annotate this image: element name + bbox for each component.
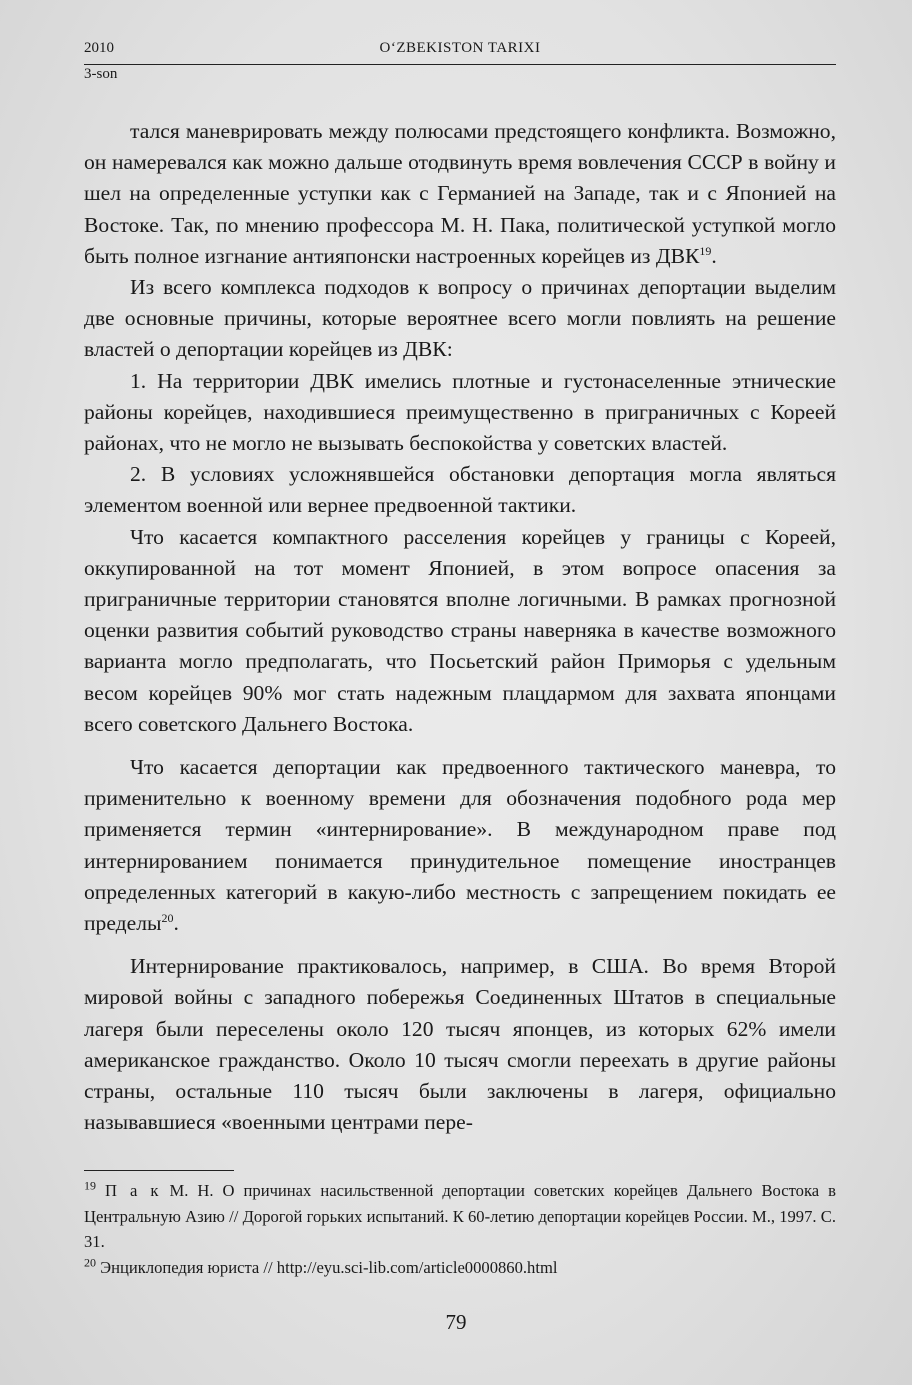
issue-number: 3-son	[84, 66, 118, 82]
journal-title: O‘ZBEKISTON TARIXI	[379, 40, 541, 56]
footnote-author: П а к	[105, 1181, 161, 1200]
paragraph-2: Из всего комплекса подходов к вопросу о причинах депортации выделим две основные причины, которые вероятнее всего могли повлиять на решение властей о депортации корейцев из ДВК:	[84, 275, 836, 362]
list-item-2: 2. В условиях усложнявшейся обстановки депортация могла являться элементом военной или вернее предвоенной тактики.	[84, 462, 836, 518]
footnote-19: $^{19}$ П а к М. Н. О причинах насильственной депортации советских корейцев Дальнего Востока в Центральную Азию // Дорогой горьких испытаний. К 60-летию депортации корейцев России. М., 1997. С. 31.	[84, 1178, 836, 1251]
paragraph-1: тался маневрировать между полюсами предстоящего конфликта. Возможно, он намеревался как можно дальше отодвинуть время вовлечения СССР в войну и шел на определенные уступки как с Германией на Западе, так и с Японией на Востоке. Так, по мнению профессора М. Н. Пака, политической уступкой могло быть полное изгнание антияпонски настроенных корейцев из ДВК$^{19}$.	[84, 119, 836, 268]
footnotes	[84, 1178, 836, 1280]
header-year: 2010	[84, 40, 114, 56]
paragraph-4: Что касается депортации как предвоенного тактического маневра, то применительно к военному времени для обозначения подобного рода мер применяется термин «интернирование». В международном праве под интернированием понимается принудительное помещение иностранцев определенных категорий в какую-либо местность с запрещением покидать ее пределы$^{20}$.	[84, 755, 836, 936]
footnote-ref-20: 20	[161, 910, 174, 925]
footnote-divider	[84, 1170, 234, 1171]
page-number: 79	[445, 1310, 467, 1334]
paragraph-3: Что касается компактного расселения корейцев у границы с Кореей, оккупированной на тот момент Японией, в этом вопросе опасения за приграничные территории становятся вполне логичными. В рамках прогнозной оценки развития событий руководство страны наверняка в качестве возможного варианта могло предполагать, что Посьетский район Приморья с удельным весом корейцев 90% мог стать надежным плацдармом для захвата японцами всего советского Дальнего Востока.	[84, 524, 836, 736]
paragraph-5: Интернирование практиковалось, например, в США. Во время Второй мировой войны с западного побережья Соединенных Штатов в специальные лагеря были переселены около 120 тысяч японцев, из которых 62% имели американское гражданство. Около 10 тысяч смогли переехать в другие районы страны, остальные 110 тысяч были заключены в лагеря, официально называвшиеся «военными центрами пере-	[84, 954, 836, 1135]
footnote-20: $^{20}$ Энциклопедия юриста // http://eyu.sci-lib.com/article0000860.html	[84, 1254, 558, 1277]
main-text	[84, 116, 836, 1139]
list-item-1: 1. На территории ДВК имелись плотные и густонаселенные этнические районы корейцев, находившиеся преимущественно в приграничных с Кореей районах, что не могло не вызывать беспокойства у советских властей.	[84, 368, 836, 456]
running-header	[84, 38, 836, 65]
footnote-ref-19: 19	[699, 243, 712, 258]
